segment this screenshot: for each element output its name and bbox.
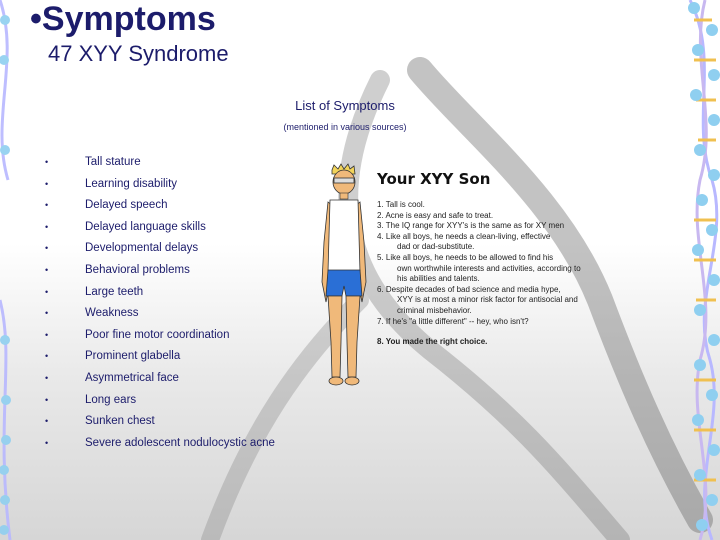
list-item: • Large teeth	[45, 285, 144, 298]
list-item: • Prominent glabella	[45, 350, 181, 363]
list-heading: List of Symptoms	[295, 98, 395, 113]
xyy-son-illustration	[314, 162, 582, 394]
bullet-icon: •	[45, 264, 49, 275]
card-list	[377, 200, 582, 348]
bullet-icon: •	[45, 243, 49, 254]
title-text: Symptoms	[41, 0, 216, 38]
symptom-list	[45, 155, 275, 457]
card-item-final: 8. You made the right choice.	[377, 337, 488, 347]
list-item: • Long ears	[45, 393, 137, 406]
list-item: • Developmental delays	[45, 242, 199, 255]
card-item: 3. The IQ range for XYY's is the same as for XY men	[377, 221, 565, 231]
bullet-icon: •	[45, 372, 49, 383]
right-rail	[688, 0, 720, 540]
list-subheading: (mentioned in various sources)	[283, 122, 407, 132]
card-item: 1. Tall is cool.	[377, 200, 425, 209]
list-item: • Poor fine motor coordination	[45, 328, 230, 341]
list-item: • Delayed language skills	[45, 220, 206, 233]
bullet-icon: •	[45, 416, 49, 427]
title-bullet: •	[30, 0, 42, 38]
list-item: • Weakness	[45, 307, 139, 320]
card-item: 4. Like all boys, he needs a clean-living, effective dad or dad-substitute.	[377, 231, 551, 252]
boy-figure-image	[314, 162, 374, 394]
bullet-icon: •	[45, 394, 49, 405]
bullet-icon: •	[45, 308, 49, 319]
bullet-icon: •	[45, 286, 49, 297]
card-title: Your XYY Son	[377, 170, 491, 188]
list-item: • Tall stature	[45, 156, 141, 168]
list-item: • Severe adolescent nodulocystic acne	[45, 436, 275, 449]
list-item: • Asymmetrical face	[45, 371, 179, 384]
card-item: 6. Despite decades of bad science and media hype, XYY is at most a minor risk factor for antisocial and criminal misbehavior.	[377, 284, 578, 315]
bullet-icon: •	[45, 351, 49, 362]
list-item: • Behavioral problems	[45, 263, 190, 276]
list-item: • Learning disability	[45, 177, 178, 190]
bullet-icon: •	[45, 437, 49, 448]
card-item: 2. Acne is easy and safe to treat.	[377, 210, 494, 220]
card-item: 7. If he's "a little different" -- hey, who isn't?	[377, 316, 529, 326]
card-item: 5. Like all boys, he needs to be allowed to find his own worthwhile interests and activities, according to his abilities and talents.	[377, 252, 581, 284]
bullet-icon: •	[45, 157, 49, 167]
left-rail	[0, 0, 11, 540]
bullet-icon: •	[45, 329, 49, 340]
bullet-icon: •	[45, 221, 49, 232]
slide-title	[30, 0, 216, 39]
bullet-icon: •	[45, 200, 49, 211]
list-item: • Sunken chest	[45, 415, 155, 428]
bullet-icon: •	[45, 178, 49, 189]
list-item: • Delayed speech	[45, 199, 168, 212]
slide-subtitle: 47 XYY Syndrome	[48, 41, 229, 66]
